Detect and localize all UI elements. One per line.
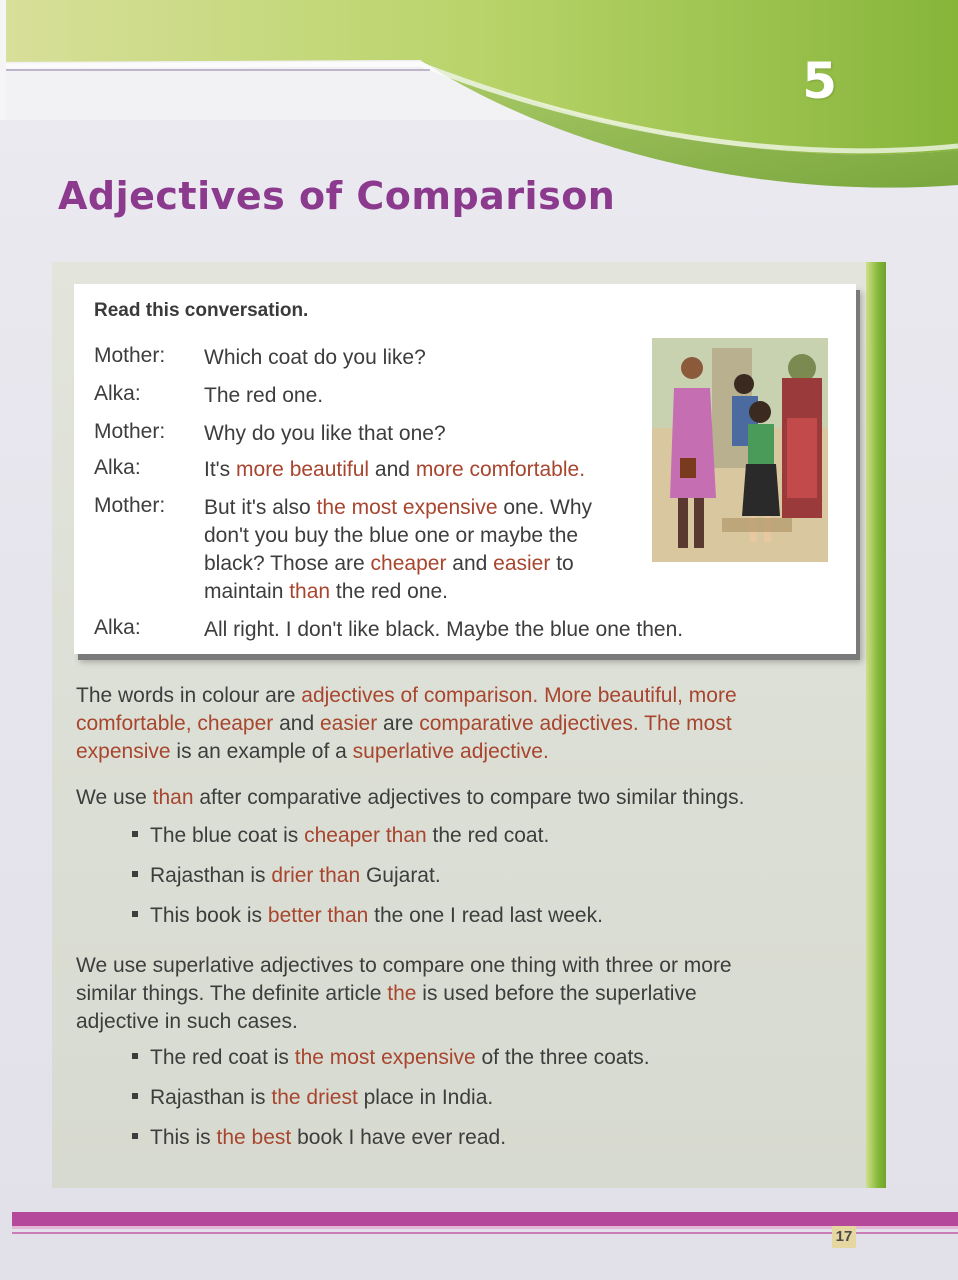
text-span: book I have ever read. <box>291 1126 507 1149</box>
highlighted-term: than <box>289 580 331 603</box>
dialogue-text <box>204 550 574 578</box>
highlighted-term: the driest <box>271 1086 358 1109</box>
bullet-marker <box>132 871 138 877</box>
dialogue-text <box>204 522 578 550</box>
text-span: and <box>273 712 320 735</box>
highlighted-term: more beautiful <box>236 458 370 481</box>
speaker-label: Mother: <box>94 494 166 517</box>
text-span: Rajasthan is <box>150 1086 272 1109</box>
example-bullet <box>132 1086 493 1110</box>
highlighted-term: the best <box>216 1126 292 1149</box>
text-span: It's <box>204 458 237 481</box>
text-span: black? Those are <box>204 552 371 575</box>
highlighted-term: easier <box>493 552 551 575</box>
speaker-label: Mother: <box>94 420 166 443</box>
highlighted-term: adjectives of comparison. More beautiful, more <box>301 684 737 707</box>
text-span: Gujarat. <box>360 864 441 887</box>
text-span: We use superlative adjectives to compare one thing with three or more <box>76 954 732 977</box>
text-span: We use <box>76 786 153 809</box>
highlighted-term: comparative adjectives. The most <box>419 712 732 735</box>
speaker-label: Mother: <box>94 344 166 367</box>
chapter-title: Adjectives of Comparison <box>58 174 616 218</box>
text-span: one. Why <box>497 496 593 519</box>
example-bullet <box>132 824 549 848</box>
example-bullet <box>132 1046 650 1070</box>
speaker-label: Alka: <box>94 616 141 639</box>
highlighted-term: the most expensive <box>316 496 498 519</box>
bullet-marker <box>132 1053 138 1059</box>
text-span: maintain <box>204 580 290 603</box>
text-span: of the three coats. <box>475 1046 650 1069</box>
rule-line <box>76 784 744 812</box>
text-span: after comparative adjectives to compare two similar things. <box>193 786 745 809</box>
text-span: All right. I don't like black. Maybe the blue one then. <box>204 618 684 641</box>
text-span: the red one. <box>330 580 449 603</box>
text-span: the one I read last week. <box>368 904 603 927</box>
page-number: 17 <box>832 1226 856 1248</box>
bullet-marker <box>132 1133 138 1139</box>
family-shopping-illustration <box>652 338 828 562</box>
example-bullet <box>132 864 441 888</box>
highlighted-term: than <box>152 786 194 809</box>
panel-green-edge <box>866 262 886 1188</box>
text-span: Why do you like that one? <box>204 422 446 445</box>
text-span: The words in colour are <box>76 684 302 707</box>
dialogue-text <box>204 494 592 522</box>
bullet-marker <box>132 831 138 837</box>
explanation-line <box>76 682 737 710</box>
text-span: and <box>446 552 494 575</box>
highlighted-term: more comfortable. <box>415 458 586 481</box>
chapter-number: 5 <box>802 52 838 110</box>
explanation-line <box>76 738 549 766</box>
text-span: place in India. <box>357 1086 494 1109</box>
dialogue-text <box>204 382 323 410</box>
highlighted-term: drier than <box>271 864 361 887</box>
highlighted-term: superlative adjective. <box>352 740 549 763</box>
highlighted-term: cheaper than <box>304 824 427 847</box>
dialogue-text <box>204 420 446 448</box>
highlighted-term: comfortable, cheaper <box>76 712 274 735</box>
text-span: is an example of a <box>170 740 353 763</box>
text-span: But it's also <box>204 496 317 519</box>
text-span: adjective in such cases. <box>76 1010 298 1033</box>
highlighted-term: expensive <box>76 740 171 763</box>
text-span: the red coat. <box>426 824 550 847</box>
bullet-marker <box>132 1093 138 1099</box>
dialogue-text <box>204 616 683 644</box>
example-bullet <box>132 904 603 928</box>
conversation-card <box>74 284 856 654</box>
text-span: don't you buy the blue one or maybe the <box>204 524 579 547</box>
rule-line <box>76 952 732 980</box>
text-span: The red coat is <box>150 1046 295 1069</box>
text-span: This book is <box>150 904 268 927</box>
rule-line <box>76 980 697 1008</box>
text-span: Which coat do you like? <box>204 346 426 369</box>
conversation-heading: Read this conversation. <box>94 300 309 321</box>
text-span: and <box>369 458 416 481</box>
highlighted-term: better than <box>267 904 369 927</box>
bullet-marker <box>132 911 138 917</box>
speaker-label: Alka: <box>94 382 141 405</box>
text-span: to <box>550 552 574 575</box>
highlighted-term: the most expensive <box>294 1046 476 1069</box>
rule-line <box>76 1008 298 1036</box>
explanation-line <box>76 710 732 738</box>
speaker-label: Alka: <box>94 456 141 479</box>
highlighted-term: easier <box>320 712 378 735</box>
example-bullet <box>132 1126 506 1150</box>
footer-bar <box>12 1212 958 1242</box>
highlighted-term: the <box>387 982 417 1005</box>
text-span: This is <box>150 1126 217 1149</box>
highlighted-term: cheaper <box>370 552 447 575</box>
text-span: The red one. <box>204 384 324 407</box>
text-span: The blue coat is <box>150 824 305 847</box>
text-span: similar things. The definite article <box>76 982 388 1005</box>
text-span: Rajasthan is <box>150 864 272 887</box>
dialogue-text <box>204 344 426 372</box>
text-span: are <box>377 712 420 735</box>
text-span: is used before the superlative <box>416 982 697 1005</box>
dialogue-text <box>204 456 585 484</box>
dialogue-text <box>204 578 448 606</box>
